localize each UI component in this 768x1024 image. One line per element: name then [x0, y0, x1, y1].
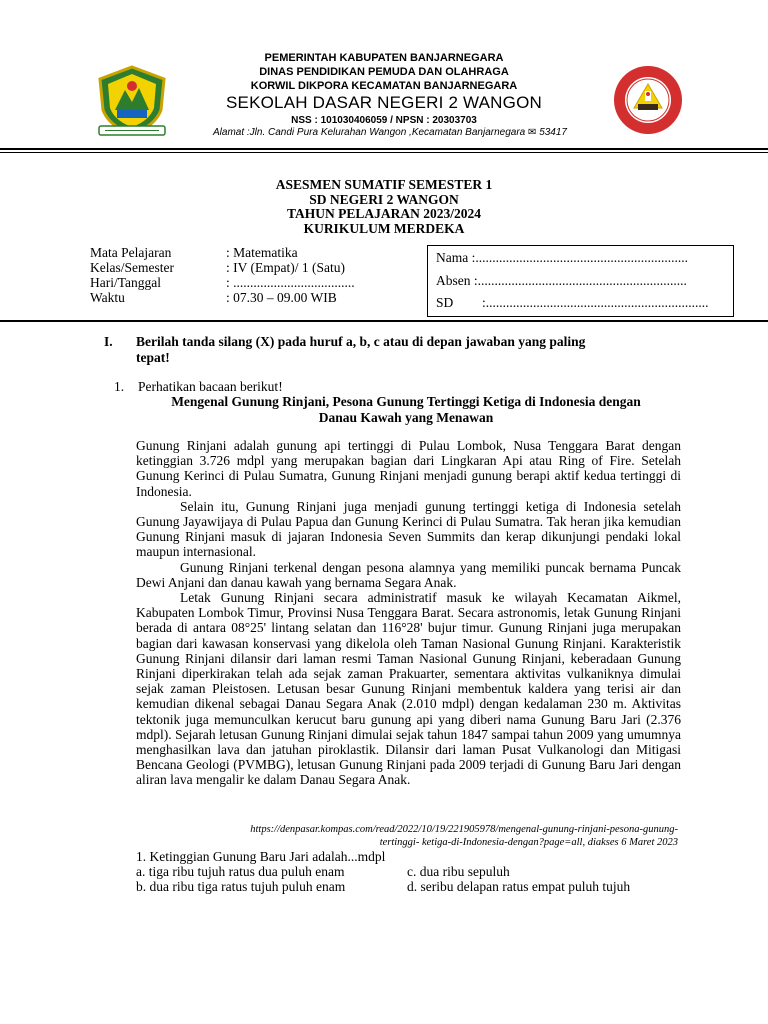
section-instruction — [136, 334, 696, 365]
instruction-line-1: Berilah tanda silang (X) pada huruf a, b, c atau di depan jawaban yang paling — [136, 334, 586, 349]
exam-title — [0, 178, 768, 236]
info-date — [90, 275, 355, 291]
class-value: : IV (Empat)/ 1 (Satu) — [226, 260, 345, 275]
time-label: Waktu — [90, 290, 125, 305]
time-value: : 07.30 – 09.00 WIB — [226, 290, 337, 305]
school-seal-icon — [612, 64, 684, 136]
exam-title-line-4: KURIKULUM MERDEKA — [303, 220, 465, 236]
right-logo — [612, 64, 684, 136]
header-rule-thin — [0, 152, 768, 153]
reading-intro: Perhatikan bacaan berikut! — [138, 379, 283, 394]
source-line-2: tertinggi- ketiga-di-Indonesia-dengan?page=all, diakses 6 Maret 2023 — [379, 837, 678, 848]
exam-title-line-1: ASESMEN SUMATIF SEMESTER 1 — [275, 177, 493, 192]
name-field[interactable]: Nama :............................................................... — [436, 250, 688, 265]
reading-title — [100, 394, 712, 425]
envelope-icon: ✉ — [528, 127, 537, 138]
header-rule-thick — [0, 148, 768, 150]
school-address — [180, 127, 600, 138]
school-ids: NSS : 101030406059 / NPSN : 20303703 — [291, 115, 477, 126]
question-text: 1. Ketinggian Gunung Baru Jari adalah...mdpl — [136, 849, 386, 864]
school-name: SEKOLAH DASAR NEGERI 2 WANGON — [226, 93, 542, 112]
reading-title-line-2: Danau Kawah yang Menawan — [318, 409, 494, 425]
paragraph-4: Letak Gunung Rinjani secara administratif masuk ke wilayah Kecamatan Aikmel, Kabupaten Lombok Timur, Provinsi Nusa Tenggara Barat. Secara astronomis, letak Gunung Rinjani berada di antara 08°25' lintang selatan dan 116°28' bujur timur. Gunung Rinjani juga merupakan bagian dari kawasan konservasi yang dikelola oleh Taman Nasional Gunung Rinjani. Karakteristik Gunung Rinjani dilansir dari laman resmi Taman Nasional Gunung Rinjani, keberadaan Gunung Rinjani diperkirakan telah ada sejak zaman Prakuarter, sementara aktivitas vulkaniknya dimulai sejak zaman Pleistosen. Letusan besar Gunung Rinjani membentuk kaldera yang terisi air dan kemudian dikenal sebagai Danau Segara Anak (2.010 mdpl) dengan kedalaman 230 m. Aktivitas tektonik juga memunculkan kerucut baru gunung api yang diberi nama Gunung Baru Jari (2.376 mdpl). Sejarah letusan Gunung Rinjani dimulai sejak tahun 1847 sampai tahun 2009 yang umumnya menghasilkan lava dan jatuhan piroklastik. Dilansir dari laman Pusat Vulkanologi dan Mitigasi Bencana Geologi (PVMBG), letusan Gunung Rinjani pada 2009 terjadi di Gunung Baru Jari dengan aliran lava mengalir ke dalam Danau Segara Anak. — [136, 590, 681, 788]
exam-title-line-3: TAHUN PELAJARAN 2023/2024 — [286, 206, 481, 222]
option-c[interactable]: c. dua ribu sepuluh — [407, 864, 510, 879]
absen-field[interactable]: Absen :.............................................................. — [436, 273, 687, 288]
info-class — [90, 260, 345, 276]
reading-title-line-1: Mengenal Gunung Rinjani, Pesona Gunung Tertinggi Ketiga di Indonesia dengan — [171, 394, 641, 409]
subject-label: Mata Pelajaran — [90, 245, 172, 260]
reading-passage — [136, 438, 681, 788]
date-label: Hari/Tanggal — [90, 275, 162, 290]
sd-label: SD — [436, 295, 454, 310]
option-b[interactable]: b. dua ribu tiga ratus tujuh puluh enam — [136, 879, 346, 894]
paragraph-3: Gunung Rinjani terkenal dengan pesona alamnya yang memiliki puncak bernama Puncak Dewi Anjani dan danau kawah yang bernama Segara Anak. — [136, 559, 681, 590]
address-text: Alamat :Jln. Candi Pura Kelurahan Wangon ,Kecamatan Banjarnegara — [213, 127, 526, 138]
section-numeral: I. — [104, 334, 113, 349]
info-time — [90, 290, 337, 306]
info-rule — [0, 320, 768, 322]
paragraph-1: Gunung Rinjani adalah gunung api tertinggi di Pulau Lombok, Nusa Tenggara Barat dengan ketinggian 3.726 mdpl yang merupakan bagian dari Lingkaran Api atau Ring of Fire. Setelah Gunung Kerinci di Pulau Sumatra, Gunung Rinjani menjadi gunung berapi aktif kedua tertinggi di Indonesia. — [136, 438, 681, 499]
instruction-line-2: tepat! — [136, 349, 170, 365]
exam-title-line-2: SD NEGERI 2 WANGON — [309, 191, 459, 207]
paragraph-2: Selain itu, Gunung Rinjani juga menjadi gunung tertinggi ketiga di Indonesia setelah Gunung Jayawijaya di Pulau Papua dan Gunung Kerinci di Pulau Sumatra. Tak heran jika kemudian Gunung Rinjani masuk di jajaran Indonesia Seven Summits dan kerap dikunjungi pendaki lokal maupun internasional. — [136, 498, 681, 560]
option-d[interactable]: d. seribu delapan ratus empat puluh tujuh — [407, 879, 631, 894]
postal-code: 53417 — [539, 127, 567, 138]
option-a[interactable]: a. tiga ribu tujuh ratus dua puluh enam — [136, 864, 345, 879]
source-line-1: https://denpasar.kompas.com/read/2022/10/19/221905978/mengenal-gunung-rinjani-pesona-gunung- — [250, 824, 678, 835]
class-label: Kelas/Semester — [90, 260, 174, 275]
letterhead-line-1: PEMERINTAH KABUPATEN BANJARNEGARA — [264, 52, 504, 64]
date-value: : .................................... — [226, 275, 355, 290]
sd-field[interactable] — [436, 295, 709, 311]
letterhead-line-3: KORWIL DIKPORA KECAMATAN BANJARNEGARA — [250, 80, 518, 92]
student-info-box — [427, 245, 734, 317]
info-subject — [90, 245, 298, 261]
source-citation — [120, 823, 678, 849]
subject-value: : Matematika — [226, 245, 298, 260]
letterhead-line-2: DINAS PENDIDIKAN PEMUDA DAN OLAHRAGA — [259, 66, 509, 78]
question-number: 1. — [114, 379, 125, 394]
sd-value: :.................................................................. — [482, 295, 709, 310]
